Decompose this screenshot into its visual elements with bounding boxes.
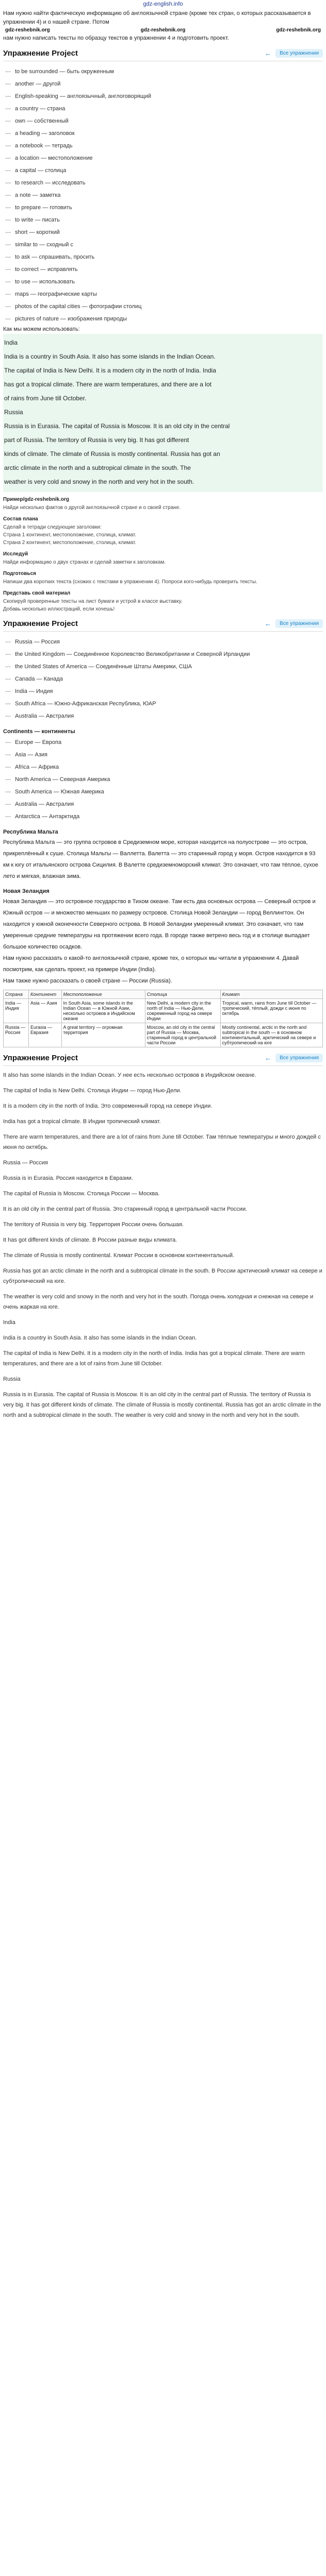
- country-item: — South Africa — Южно-Африканская Республика, ЮАР: [5, 698, 323, 710]
- model-line: has got a tropical climate. There are warm temperatures, and there are a lot: [4, 381, 211, 388]
- back-arrow-icon[interactable]: ←: [265, 620, 272, 628]
- plan-text: Сделай в тетради следующие заголовки:: [3, 524, 102, 530]
- translation-line: The territory of Russia is very big. Территория России очень большая.: [3, 1222, 184, 1228]
- country-item: — Russia — Россия: [5, 636, 323, 648]
- india-label: India: [4, 339, 18, 346]
- continents-label: Continents — континенты: [3, 728, 75, 735]
- continent-item: — South America — Южная Америка: [5, 786, 323, 798]
- model-line: part of Russia. The territory of Russia is very big. It has got different: [4, 436, 189, 444]
- find-info-text: Найди несколько фактов о другой англоязычной стране и о своей стране.: [3, 505, 181, 511]
- table-cell: Moscow, an old city in the central part of Russia — Москва, старинный город в центральной части России: [145, 1023, 220, 1047]
- table-cell: A great territory — огромная территория: [61, 1023, 145, 1047]
- translation-line: The capital of India is New Delhi. It is a modern city in the north of India. India has got a tropical climate. There are warm temperatures, and there are a lot of rains from June till October.: [3, 1350, 305, 1367]
- vocab-list: [3, 65, 323, 325]
- translation-line: Russia has got an arctic climate in the north and a subtropical climate in the south. В России арктический климат на севере и субтропический на юге.: [3, 1268, 322, 1284]
- table-cell: Mostly continental, arctic in the north and subtropical in the south — в основном континентальный, арктический на севере и субтропический на юге: [220, 1023, 322, 1047]
- prepare-label: Подготовься: [3, 571, 36, 577]
- vocab-item: — to be surrounded — быть окруженным: [5, 65, 323, 78]
- vocab-item: — a heading — заголовок: [5, 127, 323, 140]
- vocab-item: — a country — страна: [5, 103, 323, 115]
- translation-line: India: [3, 1319, 15, 1326]
- continent-item: — Africa — Африка: [5, 761, 323, 773]
- table-header: Климат: [220, 990, 322, 999]
- vocab-item: — to correct — исправлять: [5, 263, 323, 276]
- add-text: Добавь несколько иллюстраций, если хочешь!: [3, 606, 115, 612]
- project-title: Упражнение Project: [3, 49, 78, 58]
- table-header: Столица: [145, 990, 220, 999]
- watermark: gdz-reshebnik.org: [140, 27, 186, 33]
- vocab-item: — another — другой: [5, 78, 323, 90]
- continent-item: — Australia — Австралия: [5, 798, 323, 810]
- model-line: India is a country in South Asia. It also has some islands in the Indian Ocean.: [4, 353, 216, 360]
- model-text-block: [3, 334, 323, 492]
- model-line: weather is very cold and snowy in the north and very hot in the south.: [4, 478, 194, 485]
- table-cell: Tropical, warm, rains from June till October — тропический, тёплый, дожди с июня по октябрь: [220, 999, 322, 1023]
- country-item: — Australia — Австралия: [5, 710, 323, 722]
- vocab-item: — to write — писать: [5, 214, 323, 226]
- present-label: Представь свой материал: [3, 590, 71, 596]
- table-header: Местоположение: [61, 990, 145, 999]
- vocab-item: — short — короткий: [5, 226, 323, 239]
- vocab-item: — maps — географические карты: [5, 288, 323, 300]
- vocab-item: — English-speaking — англоязычный, англоговорящий: [5, 90, 323, 103]
- continent-item: — Europe — Европа: [5, 736, 323, 749]
- table-header: Континент: [28, 990, 61, 999]
- table-cell: Russia — Россия: [4, 1023, 29, 1047]
- present-text: Скопируй проверенные тексты на лист бумаги и устрой в классе выставку.: [3, 599, 183, 604]
- model-line: of rains from June till October.: [4, 395, 87, 402]
- project-header: [3, 46, 323, 61]
- plan-item: Страна 2 континент, местоположение, столица, климат.: [3, 540, 137, 546]
- extra-line-2: Нам также нужно рассказать о своей стране — России (Russia).: [3, 978, 172, 984]
- table-row: [4, 999, 323, 1023]
- intro-task-1: Нам нужно найти фактическую информацию об англоязычной стране (кроме тех стран, о которых рассказывается в упражнении 4) и о нашей стране. Потом: [3, 10, 311, 25]
- continent-item: — Antarctica — Антарктида: [5, 810, 323, 823]
- prepare-text: Напиши два коротких текста (схожих с текстами в упражнении 4). Попроси кого-нибудь проверить тексты.: [3, 579, 257, 585]
- vocab-item: — pictures of nature — изображения природы: [5, 313, 323, 325]
- vocab-item: — a note — заметка: [5, 189, 323, 201]
- country-item: — the United Kingdom — Соединённое Королевство Великобритании и Северной Ирландии: [5, 648, 323, 660]
- table-cell: Eurasia — Евразия: [28, 1023, 61, 1047]
- translation-line: It also has some islands in the Indian Ocean. У нее есть несколько островов в Индийском океане.: [3, 1072, 256, 1078]
- table-row: [4, 1023, 323, 1047]
- country-item: — India — Индия: [5, 685, 323, 698]
- continent-item: — Asia — Азия: [5, 749, 323, 761]
- watermark: gdz-reshebnik.org: [276, 27, 321, 33]
- back-arrow-icon[interactable]: ←: [265, 1054, 272, 1062]
- all-exercises-button[interactable]: Все упражнения: [275, 1054, 323, 1062]
- russia-label: Russia: [4, 409, 23, 416]
- newzealand-label: Новая Зеландия: [3, 888, 50, 894]
- vocab-item: — to research — исследовать: [5, 177, 323, 189]
- table-header-row: [4, 990, 323, 999]
- vocab-item: — to prepare — готовить: [5, 201, 323, 214]
- model-line: Russia is in Eurasia. The capital of Russia is Moscow. It is an old city in the central: [4, 422, 230, 430]
- extra-line-1: Нам нужно рассказать о какой-то англоязычной стране, кроме тех, о которых мы читали в упражнении 4. Давай посмотрим, как сделать проект, на примере Индии (India).: [3, 955, 299, 973]
- continents-list: [3, 736, 323, 823]
- translation-line: Russia — Россия: [3, 1160, 48, 1166]
- all-exercises-button[interactable]: Все упражнения: [275, 49, 323, 58]
- translation-line: Russia: [3, 1376, 21, 1382]
- translation-line: The climate of Russia is mostly continental. Климат России в основном континентальный.: [3, 1252, 235, 1259]
- page: [3, 0, 323, 1420]
- vocab-item: — a location — местоположение: [5, 152, 323, 164]
- translation-header: [3, 1050, 323, 1066]
- model-line: kinds of climate. The climate of Russia is mostly continental. Russia has got an: [4, 450, 220, 457]
- model-line: arctic climate in the north and a subtropical climate in the south. The: [4, 464, 191, 471]
- vocab-item: — to use — использовать: [5, 276, 323, 288]
- translation-line: It is an old city in the central part of Russia. Это старинный город в центральной части России.: [3, 1206, 248, 1212]
- project-header-2: [3, 616, 323, 632]
- practice-label: Пример/gdz-reshebnik.org: [3, 497, 69, 502]
- malta-text: Республика Мальта — это группа островов в Средиземном море, которая находится на полуострове — это остров, прикреплённый к суше. Столица Мальты — Валлетта. Валетта — это старинный город у моря. Остров находится в 93 км к югу от итальянского острова Сицилия. В Валетте средиземноморский климат. Это означает, что там тёплое, сухое лето и мягкая, влажная зима.: [3, 839, 318, 879]
- vocab-item: — photos of the capital cities — фотографии столиц: [5, 300, 323, 313]
- table-cell: Asia — Азия: [28, 999, 61, 1023]
- table-header: Страна: [4, 990, 29, 999]
- watermark-row: [3, 27, 323, 34]
- translation-line: Russia is in Eurasia. The capital of Russia is Moscow. It is an old city in the central part of Russia. The territory of Russia is very big. It has got different kinds of climate. The climate of Russia is mostly continental. Russia has got an arctic climate in the north and a subtropical climate in the south. The weather is very cold and snowy in the north and very hot in the south.: [3, 1392, 321, 1418]
- translation-line: India is a country in South Asia. It also has some islands in the Indian Ocean.: [3, 1335, 197, 1341]
- translation-line: The capital of Russia is Moscow. Столица России — Москва.: [3, 1191, 160, 1197]
- table-cell: In South Asia, some islands in the Indian Ocean — в Южной Азии, несколько островов в Индийском океане: [61, 999, 145, 1023]
- research-label: Исследуй: [3, 551, 28, 557]
- intro-task-2: нам нужно написать тексты по образцу текстов в упражнении 4 и подготовить проект.: [3, 35, 229, 41]
- translation-line: It is a modern city in the north of India. Это современный город на севере Индии.: [3, 1103, 213, 1109]
- country-item: — Canada — Канада: [5, 673, 323, 685]
- site-title[interactable]: gdz-english.info: [143, 1, 183, 7]
- translation-line: India has got a tropical climate. В Индии тропический климат.: [3, 1118, 161, 1125]
- translation-line: There are warm temperatures, and there are a lot of rains from June till October. Там тёплые температуры и много дождей с июня по октябрь.: [3, 1134, 321, 1150]
- project-title-2: Упражнение Project: [3, 619, 78, 628]
- back-arrow-icon[interactable]: ←: [265, 49, 272, 57]
- country-table: [3, 990, 323, 1047]
- translation-title: Упражнение Project: [3, 1054, 78, 1062]
- table-cell: New Delhi, a modern city in the north of India — Нью-Дели, современный город на севере Индии: [145, 999, 220, 1023]
- vocab-item: — a capital — столица: [5, 164, 323, 177]
- watermark: gdz-reshebnik.org: [5, 27, 50, 33]
- malta-label: Республика Мальта: [3, 829, 58, 835]
- model-line: The capital of India is New Delhi. It is a modern city in the north of India. India: [4, 367, 216, 374]
- translation-line: The capital of India is New Delhi. Столица Индии — город Нью-Дели.: [3, 1088, 182, 1094]
- vocab-item: — similar to — сходный с: [5, 239, 323, 251]
- research-text: Найди информацию о двух странах и сделай заметки к заголовкам.: [3, 560, 166, 565]
- newzealand-text: Новая Зеландия — это островное государство в Тихом океане. Там есть два основных острова — Северный остров и Южный остров — и множество меньших по размеру островов. Столица Новой Зеландии — город Веллингтон. Он находится у южной оконечности Северного острова. В Новой Зеландии умеренный климат. Это означает, что там умеренные средние температуры на протяжении всего года. В городе также ветрено весь год и в столице выпадает большое количество осадков.: [3, 899, 316, 950]
- continent-item: — North America — Северная Америка: [5, 773, 323, 786]
- translation-line: Russia is in Eurasia. Россия находится в Евразии.: [3, 1175, 133, 1181]
- plan-label: Состав плана: [3, 516, 38, 522]
- translation-line: The weather is very cold and snowy in the north and very hot in the south. Погода очень холодная и снежная на севере и очень жаркая на юге.: [3, 1294, 314, 1310]
- countries-list: [3, 636, 323, 722]
- vocab-item: — a notebook — тетрадь: [5, 140, 323, 152]
- plan-item: Страна 1 континент, местоположение, столица, климат.: [3, 532, 137, 538]
- country-item: — the United States of America — Соединённые Штаты Америки, США: [5, 660, 323, 673]
- table-cell: India — Индия: [4, 999, 29, 1023]
- translation-line: It has got different kinds of climate. В России разные виды климата.: [3, 1237, 177, 1243]
- vocab-trailer: Как мы можем использовать:: [3, 326, 80, 332]
- vocab-item: — own — собственный: [5, 115, 323, 127]
- vocab-item: — to ask — спрашивать, просить: [5, 251, 323, 263]
- translation-lines: [3, 1070, 323, 1420]
- all-exercises-button[interactable]: Все упражнения: [275, 619, 323, 628]
